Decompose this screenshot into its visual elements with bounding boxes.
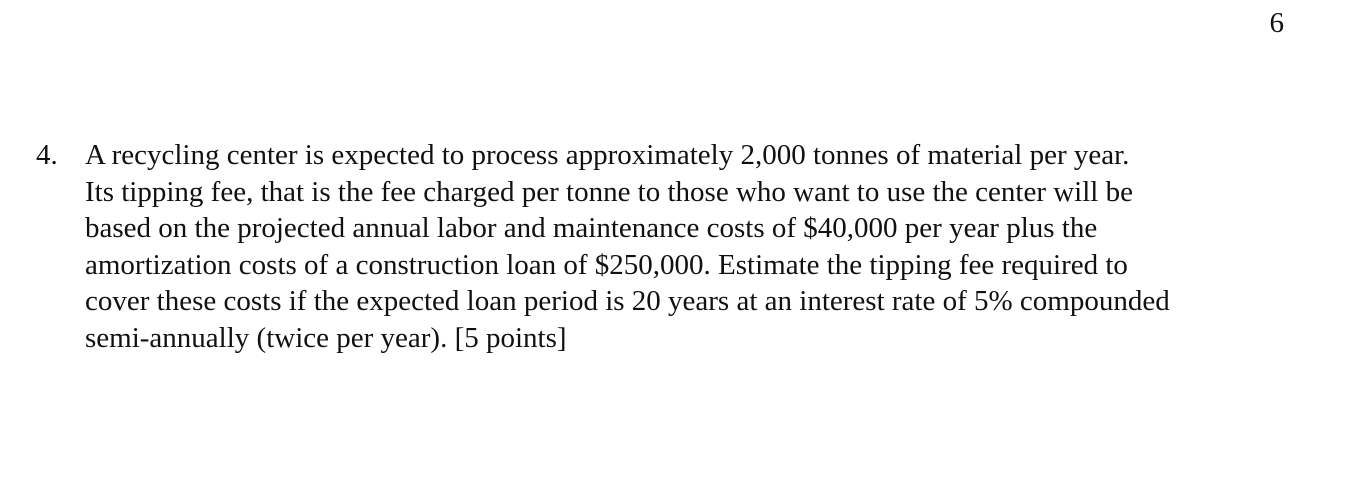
page-number: 6 xyxy=(1269,7,1284,39)
question-4 xyxy=(36,137,1336,356)
question-line-6: semi-annually (twice per year). [5 points] xyxy=(85,321,567,354)
question-line-5: cover these costs if the expected loan period is 20 years at an interest rate of 5% compounded xyxy=(85,285,1170,317)
question-line-2: Its tipping fee, that is the fee charged per tonne to those who want to use the center will be xyxy=(85,175,1133,208)
question-line-3: based on the projected annual labor and maintenance costs of $40,000 per year plus the xyxy=(85,212,1098,244)
question-number: 4. xyxy=(36,139,58,171)
question-text xyxy=(85,137,1336,356)
question-line-1: A recycling center is expected to process approximately 2,000 tonnes of material per year. xyxy=(85,139,1130,171)
question-line-4: amortization costs of a construction loan of $250,000. Estimate the tipping fee required to xyxy=(85,248,1128,281)
